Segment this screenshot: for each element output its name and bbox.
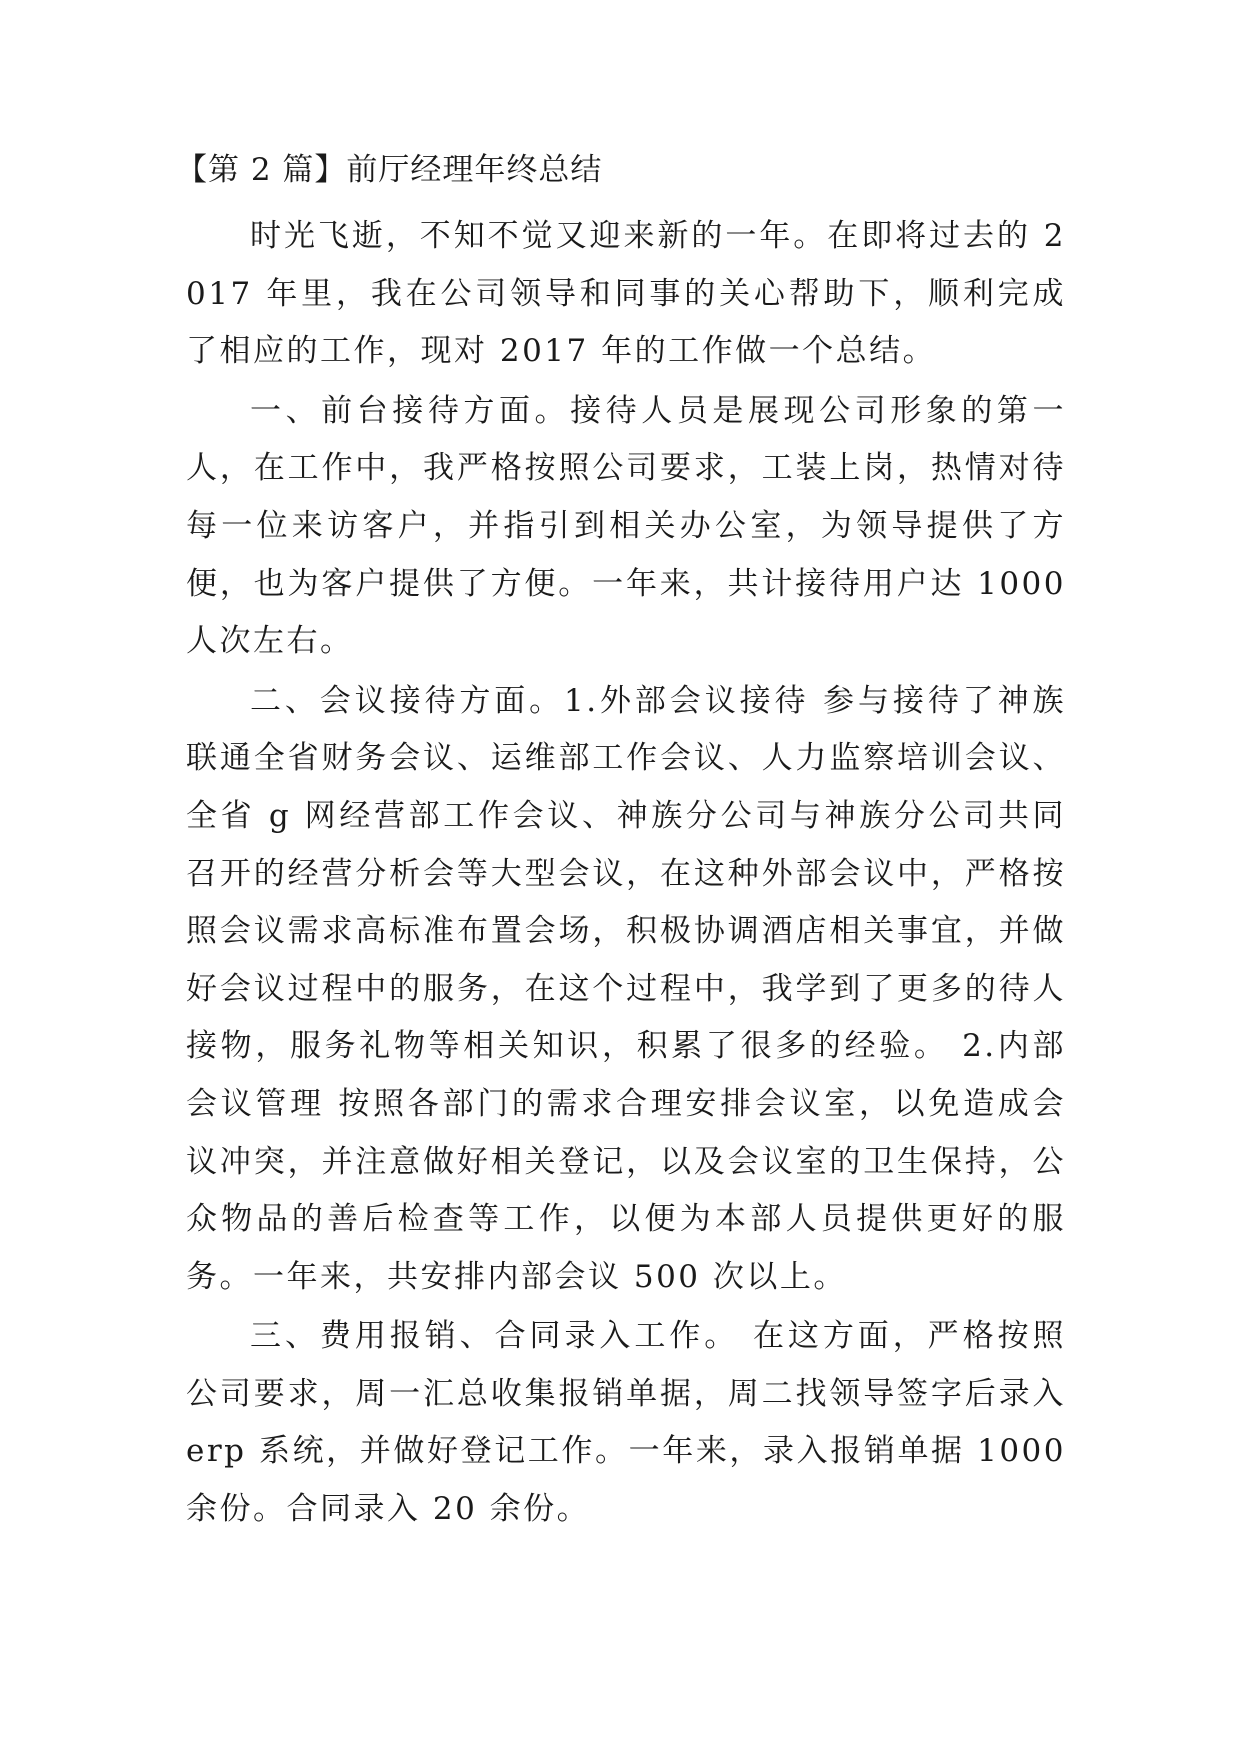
paragraph-front-desk: 一、前台接待方面。接待人员是展现公司形象的第一人，在工作中，我严格按照公司要求，工装上岗，热情对待每一位来访客户，并指引到相关办公室，为领导提供了方便，也为客户提供了方便。一年来，共计接待用户达 1000 人次左右。: [186, 392, 1066, 660]
paragraph-intro: 时光飞逝，不知不觉又迎来新的一年。在即将过去的 2017 年里，我在公司领导和同事的关心帮助下，顺利完成了相应的工作，现对 2017 年的工作做一个总结。: [186, 218, 1066, 370]
document-page: [176, 150, 1066, 1541]
paragraph-meetings: 二、会议接待方面。1.外部会议接待 参与接待了神族联通全省财务会议、运维部工作会议、人力监察培训会议、全省 g 网经营部工作会议、神族分公司与神族分公司共同召开的经营分析会等大型会议，在这种外部会议中，严格按照会议需求高标准布置会场，积极协调酒店相关事宜，并做好会议过程中的服务，在这个过程中，我学到了更多的待人接物，服务礼物等相关知识，积累了很多的经验。 2.内部会议管理 按照各部门的需求合理安排会议室，以免造成会议冲突，并注意做好相关登记，以及会议室的卫生保持，公众物品的善后检查等工作，以便为本部人员提供更好的服务。一年来，共安排内部会议 500 次以上。: [186, 682, 1066, 1295]
document-title: 【第 2 篇】前厅经理年终总结: [176, 152, 603, 188]
paragraph-expenses: 三、费用报销、合同录入工作。 在这方面，严格按照公司要求，周一汇总收集报销单据，周二找领导签字后录入 erp 系统，并做好登记工作。一年来，录入报销单据 1000 余份。合同录入 20 余份。: [186, 1318, 1066, 1528]
